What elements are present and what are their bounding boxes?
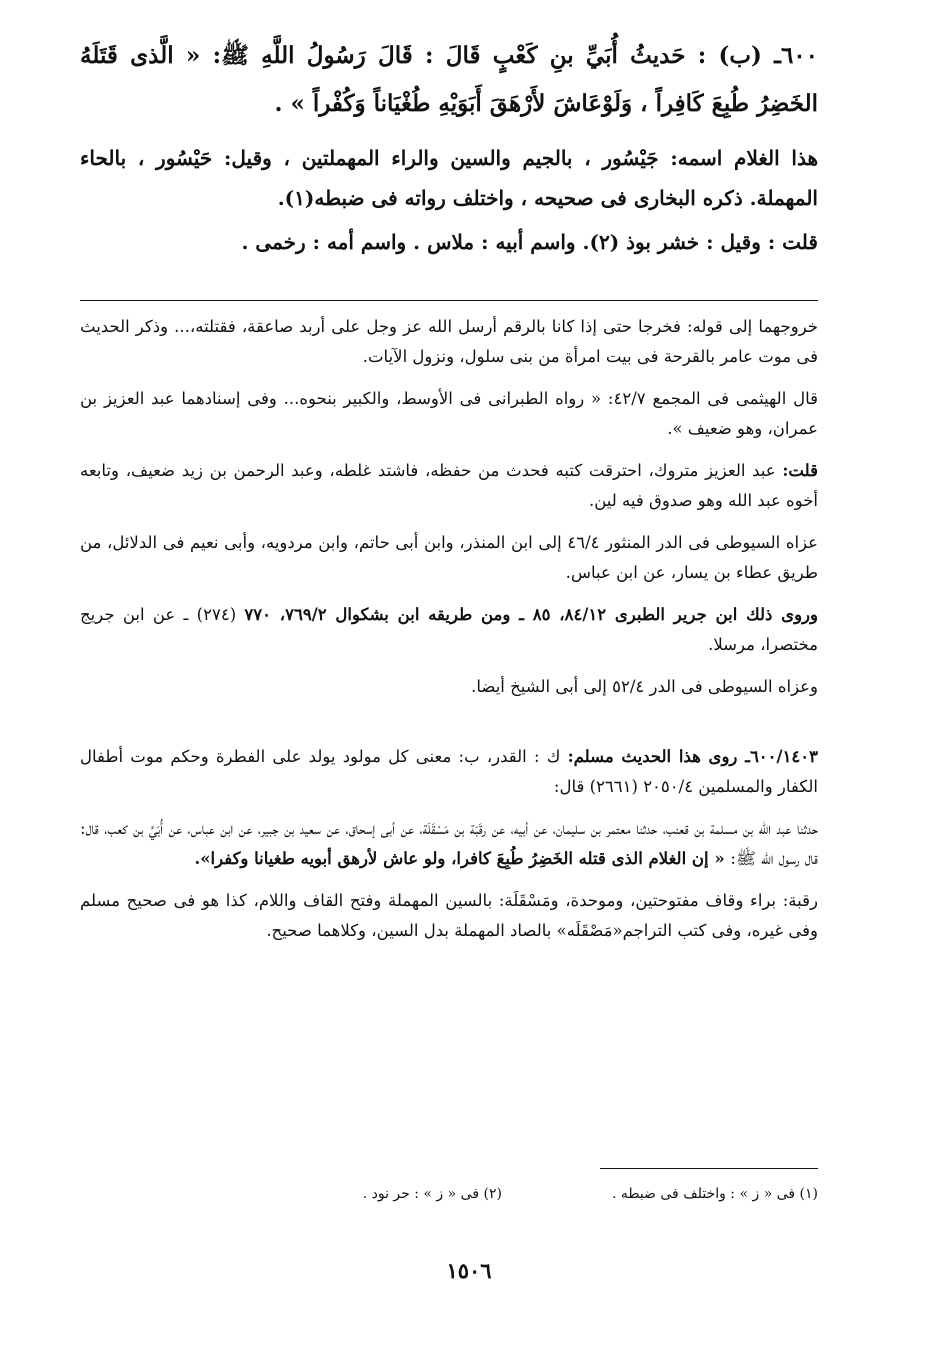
- note-text: حدثنا عبد الله بن مسلمة بن قعنب، حدثنا معتمر بن سليمان، عن أبيه، عن رقَبَة بن مَسْقَلَة، عن أبى إسحاق، عن سعيد بن جبير، عن ابن عباس، عن أُبَيِّ بن كعب، قال: قال رسول الله ﷺ:: [80, 819, 818, 868]
- note-bold-text: « إن الغلام الذى قتله الخَضِرُ طُبِعَ كافرا، ولو عاش لأرهق أبويه طغيانا وكفرا».: [194, 849, 731, 868]
- note-bold-text: وروى ذلك ابن جرير الطبرى ٨٤/١٢، ٨٥ ـ ومن طريقه ابن بشكوال ٧٦٩/٢، ٧٧٠: [244, 605, 818, 624]
- note-paragraph: [80, 814, 818, 874]
- main-text: [80, 32, 818, 262]
- note-paragraph: عزاه السيوطى فى الدر المنثور ٤٦/٤ إلى ابن المنذر، وابن أبى حاتم، وابن مردويه، وأبى نعيم فى الدلائل، من طريق عطاء بن يسار، عن ابن عباس.: [80, 533, 818, 582]
- footnotes: [80, 1186, 818, 1202]
- footnote-divider: [600, 1168, 818, 1169]
- page-number: ١٥٠٦: [446, 1258, 492, 1283]
- note-bold-text: ٦٠٠/١٤٠٣ـ روى هذا الحديث مسلم:: [567, 747, 818, 766]
- qult-text: قلت : وقيل : خشر بوذ (٢). واسم أبيه : ملاس . واسم أمه : رخمى .: [241, 230, 818, 254]
- hadith-text: ٦٠٠ـ (ب) : حَديثُ أُبَيِّ بنِ كَعْبٍ قَالَ : قَالَ رَسُولُ اللَّهِ ﷺ: « الَّذى قَتَلَهُ الخَضِرُ طُبِعَ كَافِراً ، وَلَوْعَاشَ لأَرْهَقَ أَبَوَيْهِ طُغْيَاناً وَكُفْراً » .: [80, 42, 818, 117]
- note-text: (٢٧٤) ـ عن ابن جريج مختصرا، مرسلا.: [80, 605, 818, 654]
- footnote-1: (١) فى « ز » : واختلف فى ضبطه .: [611, 1186, 818, 1202]
- qult-label: قلت:: [782, 461, 818, 480]
- note-paragraph: وعزاه السيوطى فى الدر ٥٢/٤ إلى أبى الشيخ أيضا.: [471, 677, 818, 696]
- note-paragraph: رقبة: براء وقاف مفتوحتين، وموحدة، ومَسْقَلَة: بالسين المهملة وفتح القاف واللام، كذا هو فى صحيح مسلم وفى غيره، وفى كتب التراجم«مَصْقَلَه» بالصاد المهملة بدل السين، وكلاهما صحيح.: [80, 891, 818, 940]
- top-divider: [80, 300, 818, 301]
- notes-section: [80, 312, 818, 958]
- footnote-2: (٢) فى « ز » : حر نود .: [362, 1186, 502, 1202]
- note-text: عبد العزيز متروك، احترقت كتبه فحدث من حفظه، فاشتد غلطه، وعبد الرحمن بن زيد ضعيف، وتابعه أخوه عبد الله وهو صدوق فيه لين.: [80, 461, 818, 510]
- note-paragraph: [80, 742, 818, 802]
- note-paragraph: خروجهما إلى قوله: فخرجا حتى إذا كانا بالرقم أرسل الله عز وجل على أربد صاعقة، فقتلته،... وذكر الحديث فى موت عامر بالقرحة فى بيت امرأة من بنى سلول، ونزول الآيات.: [80, 317, 818, 366]
- explanation-text: هذا الغلام اسمه: جَيْسُور ، بالجيم والسين والراء المهملتين ، وقيل: حَيْسُور ، بالحاء المهملة. ذكره البخارى فى صحيحه ، واختلف رواته فى ضبطه(١).: [80, 146, 818, 210]
- note-text: ك : القدر، ب: معنى كل مولود يولد على الفطرة وحكم موت أطفال الكفار والمسلمين ٢٠٥٠/٤ (٢٦٦١) قال:: [80, 747, 818, 796]
- note-paragraph: [80, 456, 818, 516]
- note-paragraph: [80, 600, 818, 660]
- note-paragraph: قال الهيثمى فى المجمع ٤٢/٧: « رواه الطبرانى فى الأوسط، والكبير بنحوه... وفى إسنادهما عبد العزيز بن عمران، وهو ضعيف ».: [80, 389, 818, 438]
